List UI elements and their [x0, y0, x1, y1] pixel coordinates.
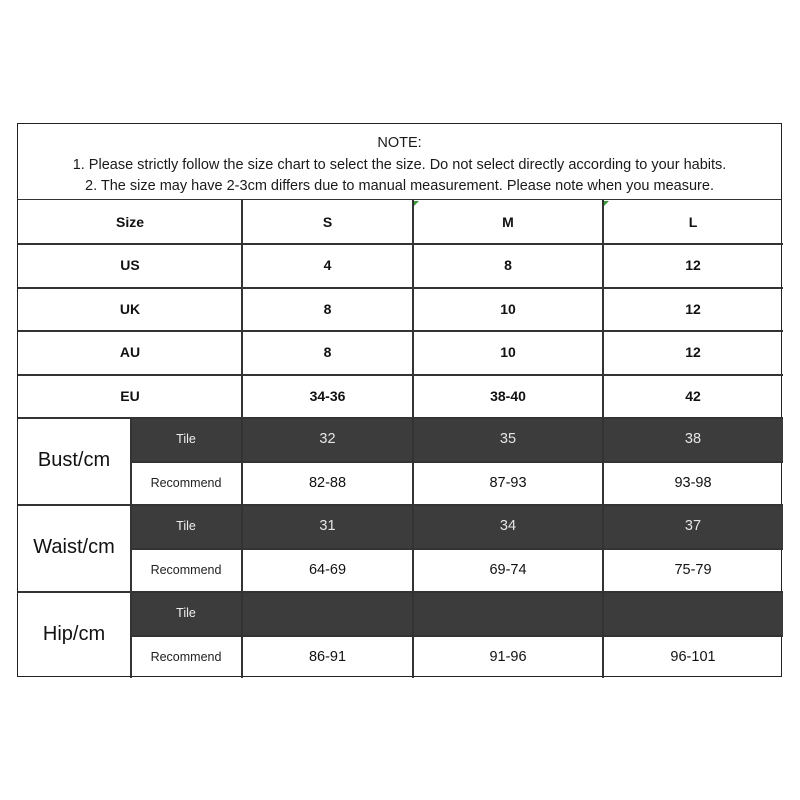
grid-line: [602, 200, 604, 678]
au-l: 12: [685, 344, 701, 360]
waist-tile-label: Tile: [176, 519, 196, 533]
cell-marker-icon: [414, 201, 419, 206]
bust-tile-l: 38: [684, 431, 702, 447]
us-s: 4: [323, 257, 332, 273]
hip-tile-m: [413, 591, 603, 635]
us-l: 12: [685, 257, 701, 273]
waist-recommend-label: Recommend: [150, 562, 222, 577]
note-title: NOTE:: [377, 135, 422, 151]
row-label-us: US: [120, 257, 140, 273]
grid-line: [130, 635, 783, 637]
bust-tile-s: 32: [319, 431, 336, 447]
size-header-s: S: [322, 213, 333, 230]
waist-tile-m: 34: [499, 518, 517, 534]
grid-line: [18, 243, 783, 245]
us-m: 8: [504, 257, 512, 273]
note-line-2: 2. The size may have 2-3cm differs due to manual measurement. Please note when you measure.: [85, 178, 714, 194]
hip-recommend-label: Recommend: [150, 649, 222, 664]
hip-tile-s: [242, 591, 413, 635]
uk-s: 8: [323, 300, 332, 317]
bust-recommend-s: 82-88: [308, 474, 347, 491]
waist-recommend-s: 64-69: [308, 561, 347, 578]
eu-l: 42: [685, 387, 701, 404]
hip-recommend-l: 96-101: [670, 648, 716, 665]
uk-m: 10: [500, 300, 516, 317]
hip-recommend-m: 91-96: [489, 648, 527, 665]
bust-recommend-label: Recommend: [150, 475, 222, 490]
grid-line: [130, 417, 132, 678]
au-s: 8: [323, 344, 332, 360]
grid-line: [18, 417, 783, 419]
row-label-eu: EU: [120, 387, 140, 404]
bust-tile-m: 35: [499, 431, 517, 447]
grid-line: [18, 374, 783, 376]
size-header-m: M: [502, 213, 514, 230]
bust-tile-label: Tile: [176, 432, 196, 446]
hip-recommend-s: 86-91: [308, 648, 347, 665]
grid-line: [241, 200, 243, 678]
waist-tile-l: 37: [684, 518, 702, 534]
bust-recommend-m: 87-93: [489, 474, 527, 491]
note-section: [18, 124, 781, 200]
group-label-waist: Waist/cm: [33, 536, 115, 558]
grid-line: [18, 287, 783, 289]
grid-line: [18, 330, 783, 332]
row-label-uk: UK: [119, 300, 141, 317]
waist-recommend-m: 69-74: [489, 561, 527, 578]
note-line-1: 1. Please strictly follow the size chart to select the size. Do not select directly according to your habits.: [72, 156, 727, 173]
eu-m: 38-40: [490, 387, 526, 404]
hip-tile-l: [603, 591, 783, 635]
grid-line: [412, 200, 414, 678]
group-label-hip: Hip/cm: [42, 623, 106, 645]
bust-recommend-l: 93-98: [674, 474, 712, 491]
grid-line: [18, 591, 783, 593]
au-m: 10: [500, 344, 516, 360]
uk-l: 12: [685, 300, 701, 317]
size-chart: [17, 123, 782, 677]
grid-line: [18, 504, 783, 506]
eu-s: 34-36: [309, 387, 346, 404]
size-header-label: Size: [115, 213, 144, 230]
size-header-l: L: [688, 213, 698, 230]
group-label-bust: Bust/cm: [37, 449, 111, 471]
row-label-au: AU: [119, 344, 141, 360]
waist-recommend-l: 75-79: [674, 561, 712, 578]
hip-tile-label: Tile: [176, 606, 196, 620]
waist-tile-s: 31: [319, 518, 336, 534]
grid-line: [130, 461, 783, 463]
cell-marker-icon: [604, 201, 609, 206]
grid-line: [130, 548, 783, 550]
